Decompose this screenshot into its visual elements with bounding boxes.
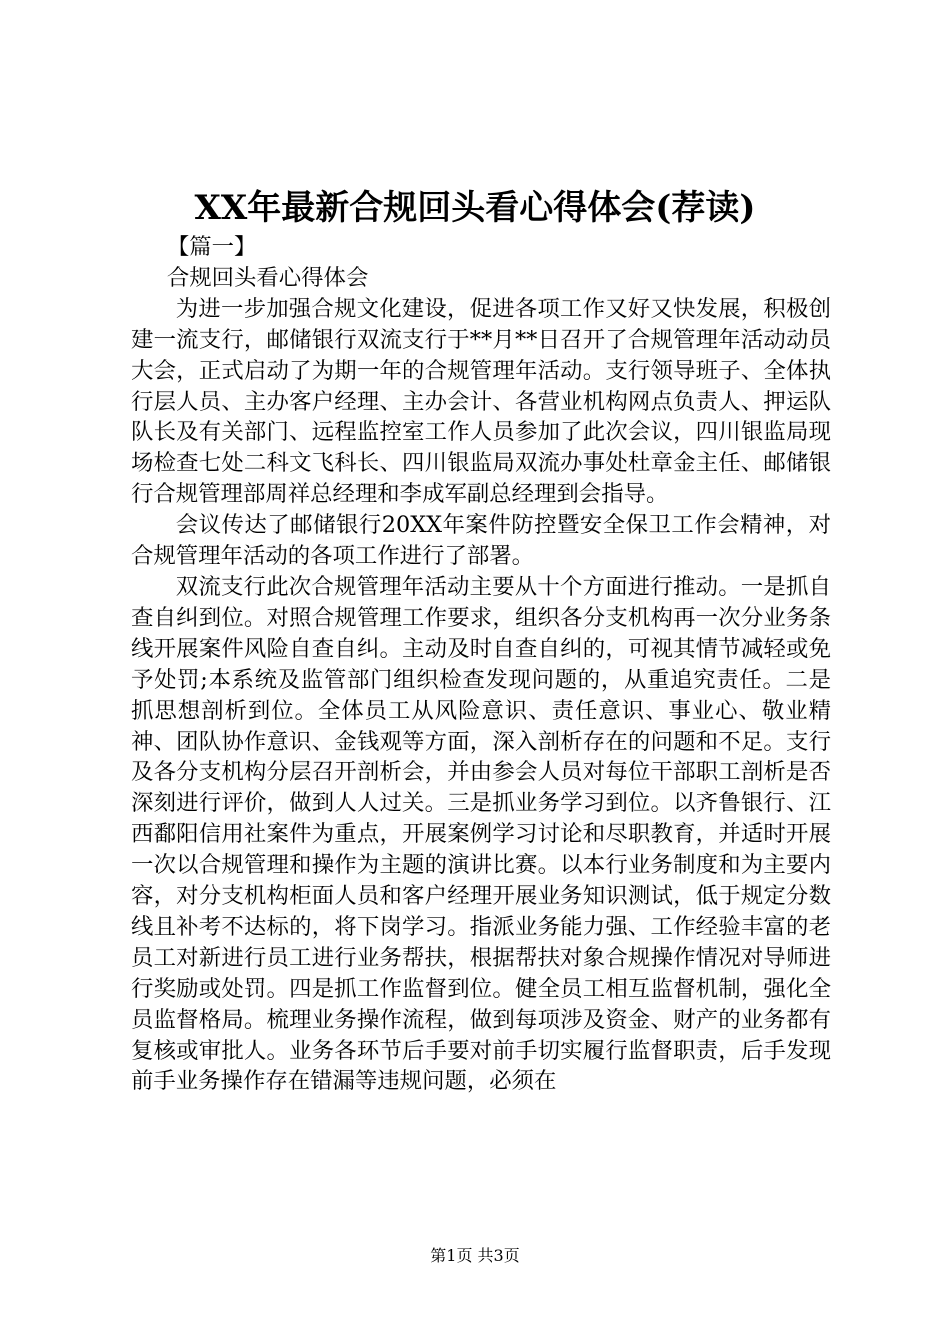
paragraph: 双流支行此次合规管理年活动主要从十个方面进行推动。一是抓自查自纠到位。对照合规管理工作要求，组织各分支机构再一次分业务条线开展案件风险自查自纠。主动及时自查自纠的，可视其情节减轻或免予处罚;本系统及监管部门组织检查发现问题的，从重追究责任。二是抓思想剖析到位。全体员工从风险意识、责任意识、事业心、敬业精神、团队协作意识、金钱观等方面，深入剖析存在的问题和不足。支行及各分支机构分层召开剖析会，并由参会人员对每位干部职工剖析是否深刻进行评价，做到人人过关。三是抓业务学习到位。以齐鲁银行、江西鄱阳信用社案件为重点，开展案例学习讨论和尽职教育，并适时开展一次以合规管理和操作为主题的演讲比赛。以本行业务制度和为主要内容，对分支机构柜面人员和客户经理开展业务知识测试，低于规定分数线且补考不达标的，将下岗学习。指派业务能力强、工作经验丰富的老员工对新进行员工进行业务帮扶，根据帮扶对象合规操作情况对导师进行奖励或处罚。四是抓工作监督到位。健全员工相互监督机制，强化全员监督格局。梳理业务操作流程，做到每项涉及资金、财产的业务都有复核或审批人。业务各环节后手要对前手切实履行监督职责，后手发现前手业务操作存在错漏等违规问题，必须在 bbox=[131, 573, 831, 1095]
paragraph: 为进一步加强合规文化建设，促进各项工作又好又快发展，积极创建一流支行，邮储银行双流支行于**月**日召开了合规管理年活动动员大会，正式启动了为期一年的合规管理年活动。支行领导班子、全体执行层人员、主办客户经理、主办会计、各营业机构网点负责人、押运队队长及有关部门、远程监控室工作人员参加了此次会议，四川银监局现场检查七处二科文飞科长、四川银监局双流办事处杜章金主任、邮储银行合规管理部周祥总经理和李成军副总经理到会指导。 bbox=[131, 295, 831, 508]
section-subtitle: 合规回头看心得体会 bbox=[166, 264, 369, 291]
section-label: 【篇一】 bbox=[166, 234, 257, 260]
page-number-footer: 第1页 共3页 bbox=[430, 1246, 520, 1265]
paragraph: 会议传达了邮储银行20XX年案件防控暨安全保卫工作会精神，对合规管理年活动的各项工作进行了部署。 bbox=[131, 512, 831, 570]
document-body bbox=[131, 232, 831, 1097]
document-title: XX年最新合规回头看心得体会(荐读) bbox=[194, 188, 756, 228]
